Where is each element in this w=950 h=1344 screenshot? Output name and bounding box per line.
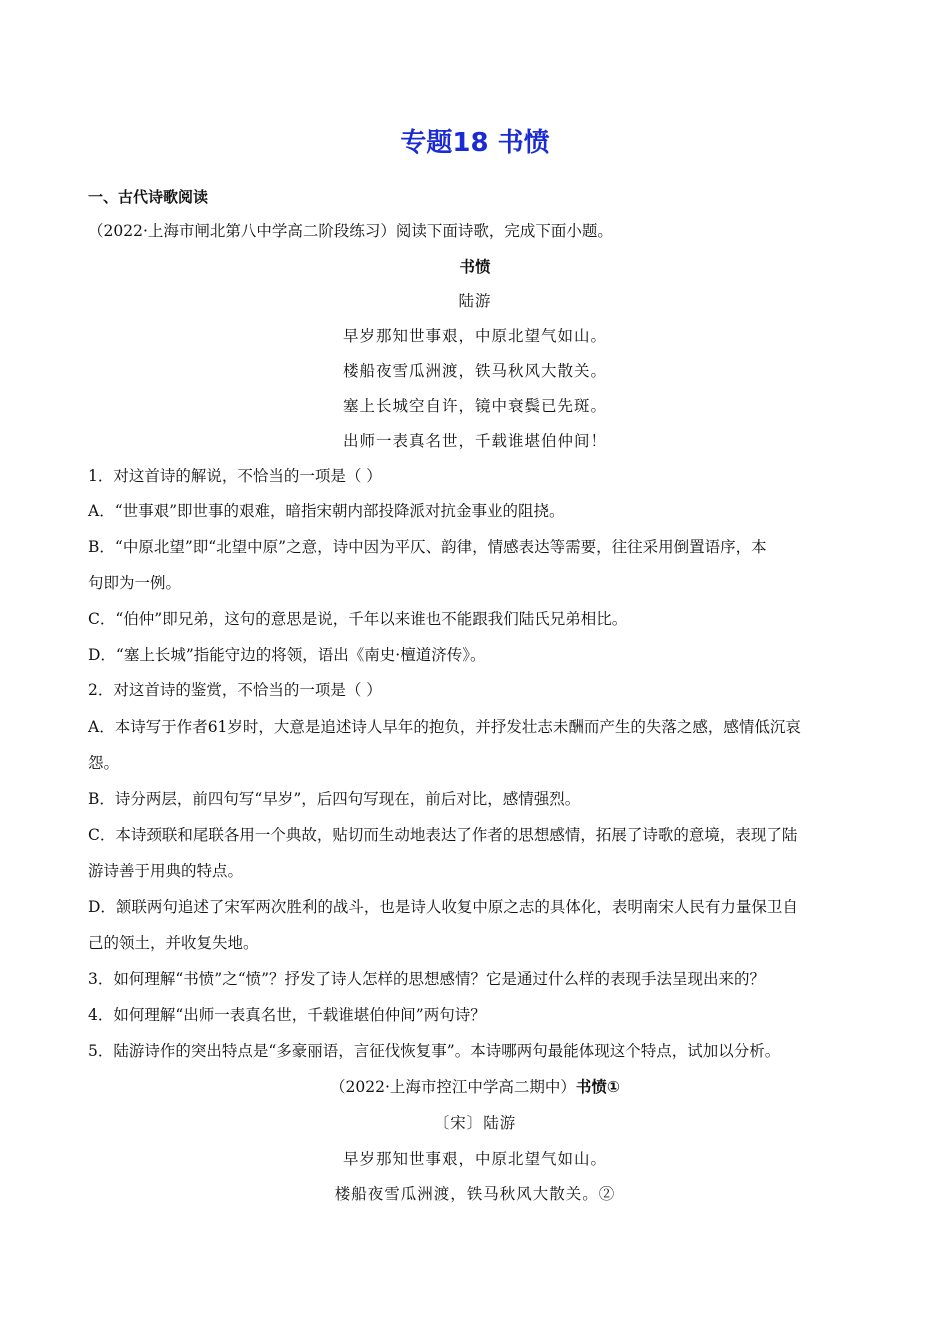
poem-2-line: 楼船夜雪瓜洲渡，铁马秋风大散关。②	[334, 1185, 616, 1203]
question-1-option-a: A．“世事艰”即世事的艰难，暗指宋朝内部投降派对抗金事业的阻挠。	[88, 502, 565, 520]
poem-2-title: 书愤①	[575, 1078, 620, 1096]
poem-line: 楼船夜雪瓜洲渡，铁马秋风大散关。	[342, 362, 607, 380]
source-note-2	[0, 1077, 950, 1097]
poem-2-author: 〔宋〕陆游	[433, 1114, 517, 1132]
source-note-2-prefix: （2022·上海市控江中学高二期中）	[330, 1078, 576, 1096]
section-heading: 一、古代诗歌阅读	[88, 188, 209, 206]
page-title: 专题18 书愤	[400, 128, 550, 158]
poem-title: 书愤	[459, 258, 491, 276]
question-2-option-a: A．本诗写于作者61岁时，大意是追述诗人早年的抱负，并抒发壮志未酬而产生的失落之感，感情低沉哀	[88, 718, 801, 736]
poem-line: 出师一表真名世，千载谁堪伯仲间！	[342, 432, 607, 450]
question-1-option-b: B．“中原北望”即“北望中原”之意，诗中因为平仄、韵律，情感表达等需要，往往采用倒置语序，本	[88, 538, 767, 556]
question-2-option-d-cont: 己的领土，并收复失地。	[88, 934, 259, 952]
question-1-option-d: D．“塞上长城”指能守边的将领，语出《南史·檀道济传》。	[88, 646, 486, 664]
question-2-option-d: D．颔联两句追述了宋军两次胜利的战斗，也是诗人收复中原之志的具体化，表明南宋人民有力量保卫自	[88, 898, 798, 916]
source-note: （2022·上海市闸北第八中学高二阶段练习）阅读下面诗歌，完成下面小题。	[88, 222, 613, 240]
question-2-option-c-cont: 游诗善于用典的特点。	[88, 862, 244, 880]
poem-author: 陆游	[458, 292, 492, 310]
question-1-option-c: C．“伯仲”即兄弟，这句的意思是说，千年以来谁也不能跟我们陆氏兄弟相比。	[88, 610, 628, 628]
poem-2-line: 早岁那知世事艰，中原北望气如山。	[342, 1150, 607, 1168]
question-4: 4．如何理解“出师一表真名世，千载谁堪伯仲间”两句诗？	[88, 1006, 486, 1024]
question-3: 3．如何理解“书愤”之“愤”？抒发了诗人怎样的思想感情？它是通过什么样的表现手法呈现出来的？	[88, 970, 766, 988]
poem-line: 早岁那知世事艰，中原北望气如山。	[342, 327, 607, 345]
question-1-option-b-cont: 句即为一例。	[88, 574, 182, 592]
question-5: 5．陆游诗作的突出特点是“多豪丽语，言征伐恢复事”。本诗哪两句最能体现这个特点，试加以分析。	[88, 1042, 781, 1060]
question-1-stem: 1．对这首诗的解说，不恰当的一项是（ ）	[88, 467, 382, 485]
question-2-option-c: C．本诗颈联和尾联各用一个典故，贴切而生动地表达了作者的思想感情，拓展了诗歌的意境，表现了陆	[88, 826, 798, 844]
poem-line: 塞上长城空自许，镜中衰鬓已先斑。	[342, 397, 607, 415]
question-2-stem: 2．对这首诗的鉴赏，不恰当的一项是（ ）	[88, 681, 382, 699]
question-2-option-b: B．诗分两层，前四句写“早岁”，后四句写现在，前后对比，感情强烈。	[88, 790, 581, 808]
question-2-option-a-cont: 怨。	[88, 754, 120, 772]
